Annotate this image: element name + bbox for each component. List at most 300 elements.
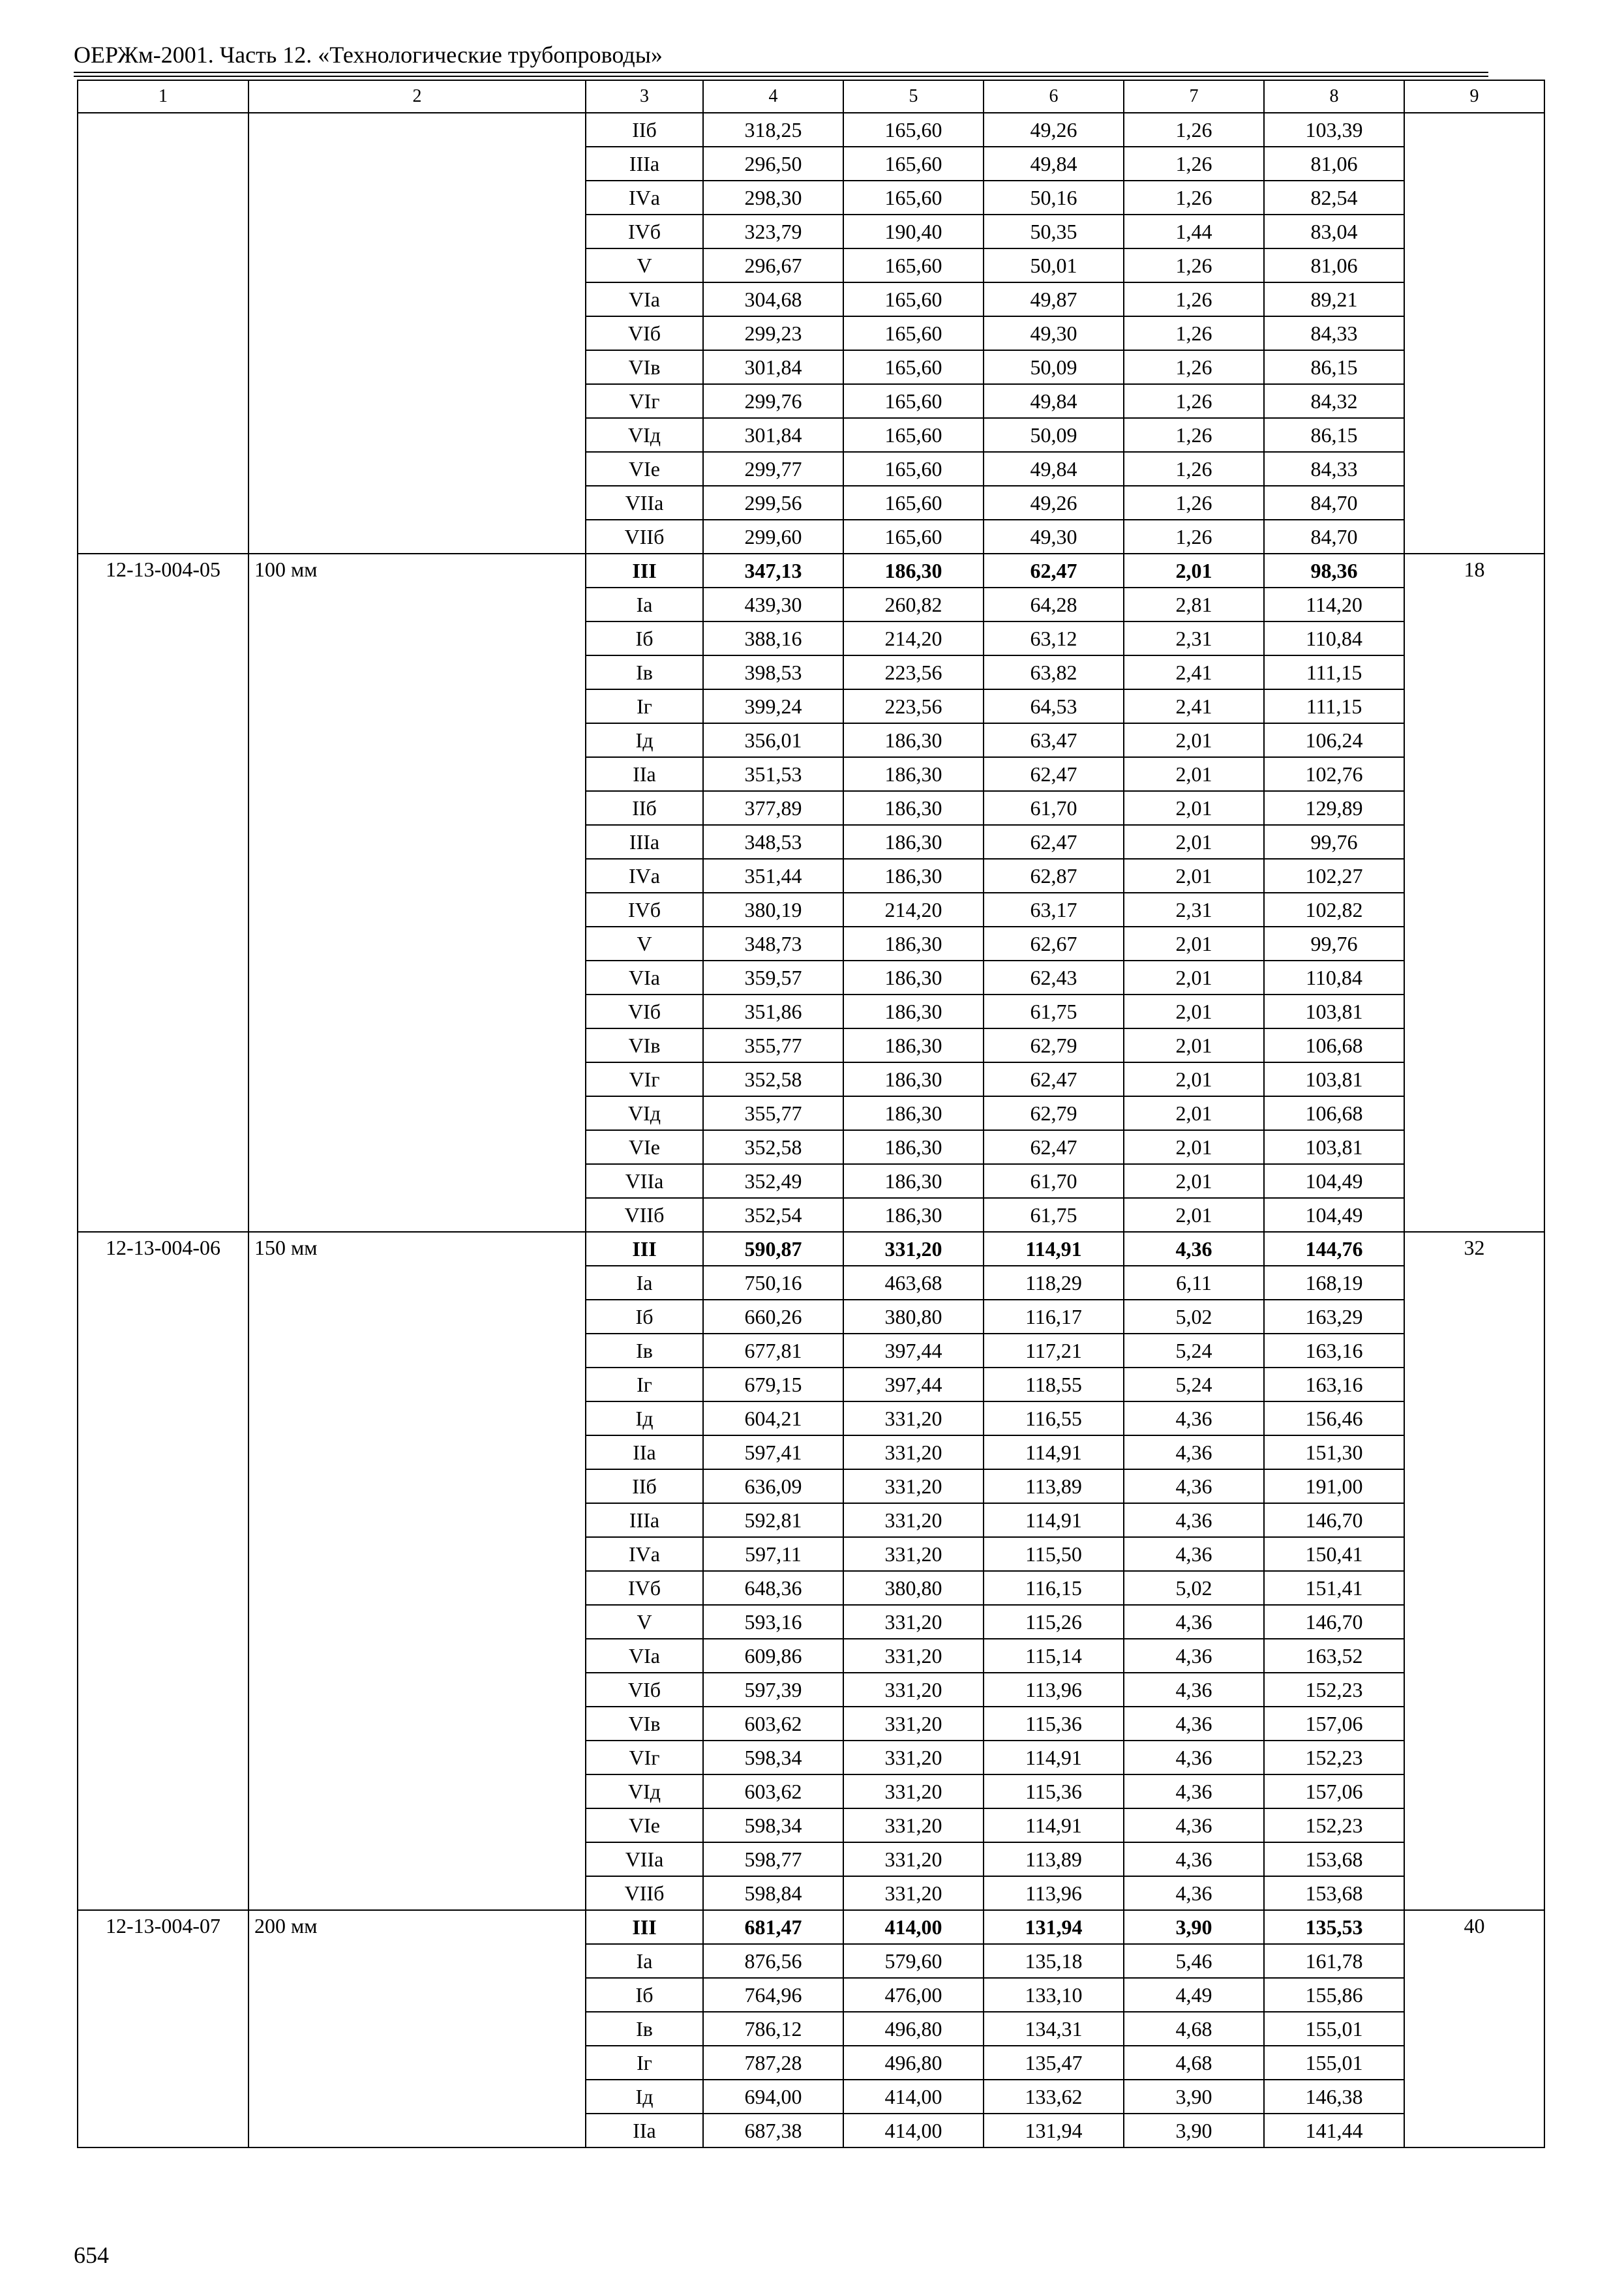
group-index-cell: VIIб xyxy=(586,520,703,554)
value-cell: 49,26 xyxy=(984,486,1124,520)
value-cell: 165,60 xyxy=(843,520,984,554)
value-cell: 2,41 xyxy=(1124,689,1264,723)
value-cell: 331,20 xyxy=(843,1639,984,1673)
value-cell: 186,30 xyxy=(843,961,984,995)
value-cell: 186,30 xyxy=(843,723,984,757)
value-cell: 348,53 xyxy=(703,825,843,859)
table-row xyxy=(78,113,1544,147)
value-cell: 84,33 xyxy=(1264,316,1404,350)
group-index-cell: Iг xyxy=(586,1368,703,1401)
value-cell: 4,68 xyxy=(1124,2046,1264,2080)
group-index-cell: III xyxy=(586,1232,703,1266)
value-cell: 114,91 xyxy=(984,1503,1124,1537)
value-cell: 687,38 xyxy=(703,2114,843,2147)
value-cell: 186,30 xyxy=(843,995,984,1028)
value-cell: 186,30 xyxy=(843,791,984,825)
value-cell: 2,31 xyxy=(1124,621,1264,655)
column-number: 7 xyxy=(1124,80,1264,113)
value-cell: 84,70 xyxy=(1264,520,1404,554)
value-cell: 331,20 xyxy=(843,1876,984,1910)
value-cell: 1,26 xyxy=(1124,520,1264,554)
value-cell: 155,86 xyxy=(1264,1978,1404,2012)
value-cell: 5,02 xyxy=(1124,1300,1264,1334)
value-cell: 129,89 xyxy=(1264,791,1404,825)
group-index-cell: IIIа xyxy=(586,147,703,181)
value-cell: 496,80 xyxy=(843,2046,984,2080)
group-index-cell: IIа xyxy=(586,1435,703,1469)
value-cell: 1,26 xyxy=(1124,418,1264,452)
value-cell: 186,30 xyxy=(843,927,984,961)
value-cell: 260,82 xyxy=(843,588,984,621)
value-cell: 82,54 xyxy=(1264,181,1404,215)
group-index-cell: IIIа xyxy=(586,1503,703,1537)
value-cell: 597,39 xyxy=(703,1673,843,1707)
value-cell: 3,90 xyxy=(1124,2080,1264,2114)
value-cell: 296,67 xyxy=(703,248,843,282)
value-cell: 1,26 xyxy=(1124,248,1264,282)
group-index-cell: VIа xyxy=(586,1639,703,1673)
value-cell: 399,24 xyxy=(703,689,843,723)
value-cell: 165,60 xyxy=(843,282,984,316)
value-cell: 110,84 xyxy=(1264,621,1404,655)
col9-cell: 18 xyxy=(1404,554,1544,1232)
value-cell: 2,01 xyxy=(1124,723,1264,757)
value-cell: 4,36 xyxy=(1124,1435,1264,1469)
value-cell: 114,91 xyxy=(984,1435,1124,1469)
value-cell: 118,29 xyxy=(984,1266,1124,1300)
value-cell: 2,81 xyxy=(1124,588,1264,621)
value-cell: 62,47 xyxy=(984,1130,1124,1164)
value-cell: 113,96 xyxy=(984,1673,1124,1707)
value-cell: 2,01 xyxy=(1124,1198,1264,1232)
value-cell: 49,30 xyxy=(984,520,1124,554)
value-cell: 118,55 xyxy=(984,1368,1124,1401)
value-cell: 1,26 xyxy=(1124,350,1264,384)
value-cell: 786,12 xyxy=(703,2012,843,2046)
value-cell: 377,89 xyxy=(703,791,843,825)
value-cell: 99,76 xyxy=(1264,927,1404,961)
value-cell: 2,01 xyxy=(1124,1130,1264,1164)
group-index-cell: IIб xyxy=(586,791,703,825)
value-cell: 598,77 xyxy=(703,1842,843,1876)
value-cell: 359,57 xyxy=(703,961,843,995)
value-cell: 331,20 xyxy=(843,1842,984,1876)
value-cell: 214,20 xyxy=(843,893,984,927)
group-index-cell: Iв xyxy=(586,655,703,689)
value-cell: 115,14 xyxy=(984,1639,1124,1673)
value-cell: 2,01 xyxy=(1124,825,1264,859)
value-cell: 49,84 xyxy=(984,147,1124,181)
value-cell: 352,54 xyxy=(703,1198,843,1232)
value-cell: 2,41 xyxy=(1124,655,1264,689)
value-cell: 62,79 xyxy=(984,1096,1124,1130)
value-cell: 84,32 xyxy=(1264,384,1404,418)
rates-table xyxy=(77,80,1545,2148)
value-cell: 356,01 xyxy=(703,723,843,757)
value-cell: 49,30 xyxy=(984,316,1124,350)
value-cell: 62,67 xyxy=(984,927,1124,961)
group-index-cell: IIIа xyxy=(586,825,703,859)
value-cell: 1,26 xyxy=(1124,316,1264,350)
value-cell: 63,17 xyxy=(984,893,1124,927)
value-cell: 49,26 xyxy=(984,113,1124,147)
col9-cell xyxy=(1404,113,1544,554)
table-row xyxy=(78,1910,1544,1944)
value-cell: 50,09 xyxy=(984,350,1124,384)
value-cell: 62,47 xyxy=(984,1062,1124,1096)
value-cell: 4,36 xyxy=(1124,1808,1264,1842)
value-cell: 63,12 xyxy=(984,621,1124,655)
value-cell: 598,34 xyxy=(703,1741,843,1774)
value-cell: 496,80 xyxy=(843,2012,984,2046)
rate-code-cell xyxy=(78,113,248,554)
value-cell: 111,15 xyxy=(1264,689,1404,723)
value-cell: 4,36 xyxy=(1124,1469,1264,1503)
value-cell: 135,53 xyxy=(1264,1910,1404,1944)
value-cell: 876,56 xyxy=(703,1944,843,1978)
value-cell: 2,01 xyxy=(1124,1028,1264,1062)
group-index-cell: V xyxy=(586,1605,703,1639)
value-cell: 151,41 xyxy=(1264,1571,1404,1605)
value-cell: 116,15 xyxy=(984,1571,1124,1605)
value-cell: 214,20 xyxy=(843,621,984,655)
value-cell: 99,76 xyxy=(1264,825,1404,859)
value-cell: 1,26 xyxy=(1124,452,1264,486)
value-cell: 331,20 xyxy=(843,1673,984,1707)
group-index-cell: IVа xyxy=(586,859,703,893)
value-cell: 98,36 xyxy=(1264,554,1404,588)
value-cell: 102,76 xyxy=(1264,757,1404,791)
value-cell: 609,86 xyxy=(703,1639,843,1673)
value-cell: 223,56 xyxy=(843,655,984,689)
value-cell: 186,30 xyxy=(843,1130,984,1164)
value-cell: 352,49 xyxy=(703,1164,843,1198)
value-cell: 388,16 xyxy=(703,621,843,655)
value-cell: 2,01 xyxy=(1124,927,1264,961)
value-cell: 155,01 xyxy=(1264,2046,1404,2080)
value-cell: 6,11 xyxy=(1124,1266,1264,1300)
value-cell: 5,24 xyxy=(1124,1368,1264,1401)
value-cell: 104,49 xyxy=(1264,1198,1404,1232)
value-cell: 4,49 xyxy=(1124,1978,1264,2012)
value-cell: 114,91 xyxy=(984,1808,1124,1842)
value-cell: 414,00 xyxy=(843,2114,984,2147)
value-cell: 355,77 xyxy=(703,1028,843,1062)
value-cell: 103,39 xyxy=(1264,113,1404,147)
column-number: 2 xyxy=(248,80,586,113)
value-cell: 165,60 xyxy=(843,248,984,282)
value-cell: 163,29 xyxy=(1264,1300,1404,1334)
group-index-cell: VIIб xyxy=(586,1198,703,1232)
value-cell: 110,84 xyxy=(1264,961,1404,995)
value-cell: 2,01 xyxy=(1124,1062,1264,1096)
value-cell: 103,81 xyxy=(1264,1130,1404,1164)
value-cell: 598,34 xyxy=(703,1808,843,1842)
value-cell: 414,00 xyxy=(843,1910,984,1944)
value-cell: 463,68 xyxy=(843,1266,984,1300)
group-index-cell: VIг xyxy=(586,1741,703,1774)
value-cell: 331,20 xyxy=(843,1469,984,1503)
value-cell: 111,15 xyxy=(1264,655,1404,689)
value-cell: 64,53 xyxy=(984,689,1124,723)
value-cell: 380,80 xyxy=(843,1300,984,1334)
group-index-cell: VIв xyxy=(586,1707,703,1741)
group-index-cell: VIа xyxy=(586,282,703,316)
value-cell: 186,30 xyxy=(843,1198,984,1232)
value-cell: 331,20 xyxy=(843,1707,984,1741)
value-cell: 61,75 xyxy=(984,1198,1124,1232)
value-cell: 146,38 xyxy=(1264,2080,1404,2114)
value-cell: 2,01 xyxy=(1124,1096,1264,1130)
value-cell: 323,79 xyxy=(703,215,843,248)
group-index-cell: VIIа xyxy=(586,1164,703,1198)
value-cell: 1,26 xyxy=(1124,113,1264,147)
value-cell: 144,76 xyxy=(1264,1232,1404,1266)
value-cell: 2,01 xyxy=(1124,961,1264,995)
value-cell: 348,73 xyxy=(703,927,843,961)
group-index-cell: Iд xyxy=(586,2080,703,2114)
value-cell: 604,21 xyxy=(703,1401,843,1435)
value-cell: 2,01 xyxy=(1124,995,1264,1028)
value-cell: 50,35 xyxy=(984,215,1124,248)
group-index-cell: VIв xyxy=(586,1028,703,1062)
value-cell: 114,91 xyxy=(984,1741,1124,1774)
group-index-cell: VIе xyxy=(586,1808,703,1842)
value-cell: 298,30 xyxy=(703,181,843,215)
value-cell: 4,36 xyxy=(1124,1639,1264,1673)
value-cell: 593,16 xyxy=(703,1605,843,1639)
group-index-cell: Iг xyxy=(586,2046,703,2080)
value-cell: 397,44 xyxy=(843,1368,984,1401)
value-cell: 223,56 xyxy=(843,689,984,723)
value-cell: 146,70 xyxy=(1264,1503,1404,1537)
value-cell: 414,00 xyxy=(843,2080,984,2114)
value-cell: 3,90 xyxy=(1124,1910,1264,1944)
value-cell: 165,60 xyxy=(843,452,984,486)
value-cell: 603,62 xyxy=(703,1707,843,1741)
value-cell: 2,01 xyxy=(1124,791,1264,825)
rate-code-cell: 12-13-004-07 xyxy=(78,1910,248,2147)
group-index-cell: VIIа xyxy=(586,486,703,520)
value-cell: 299,56 xyxy=(703,486,843,520)
group-index-cell: Iб xyxy=(586,1300,703,1334)
col9-cell: 32 xyxy=(1404,1232,1544,1910)
value-cell: 115,36 xyxy=(984,1707,1124,1741)
group-index-cell: Iа xyxy=(586,588,703,621)
value-cell: 677,81 xyxy=(703,1334,843,1368)
value-cell: 352,58 xyxy=(703,1062,843,1096)
value-cell: 133,62 xyxy=(984,2080,1124,2114)
value-cell: 165,60 xyxy=(843,384,984,418)
value-cell: 331,20 xyxy=(843,1503,984,1537)
group-index-cell: IIа xyxy=(586,757,703,791)
value-cell: 1,44 xyxy=(1124,215,1264,248)
value-cell: 104,49 xyxy=(1264,1164,1404,1198)
value-cell: 331,20 xyxy=(843,1401,984,1435)
value-cell: 114,20 xyxy=(1264,588,1404,621)
column-number: 9 xyxy=(1404,80,1544,113)
value-cell: 102,82 xyxy=(1264,893,1404,927)
value-cell: 62,43 xyxy=(984,961,1124,995)
group-index-cell: IVа xyxy=(586,1537,703,1571)
value-cell: 106,24 xyxy=(1264,723,1404,757)
value-cell: 186,30 xyxy=(843,1062,984,1096)
value-cell: 476,00 xyxy=(843,1978,984,2012)
group-index-cell: IVб xyxy=(586,1571,703,1605)
value-cell: 63,47 xyxy=(984,723,1124,757)
value-cell: 331,20 xyxy=(843,1774,984,1808)
group-index-cell: Iд xyxy=(586,723,703,757)
value-cell: 134,31 xyxy=(984,2012,1124,2046)
value-cell: 694,00 xyxy=(703,2080,843,2114)
value-cell: 2,01 xyxy=(1124,859,1264,893)
value-cell: 2,01 xyxy=(1124,554,1264,588)
group-index-cell: Iв xyxy=(586,1334,703,1368)
value-cell: 186,30 xyxy=(843,554,984,588)
value-cell: 102,27 xyxy=(1264,859,1404,893)
value-cell: 4,36 xyxy=(1124,1707,1264,1741)
value-cell: 648,36 xyxy=(703,1571,843,1605)
group-index-cell: Iв xyxy=(586,2012,703,2046)
value-cell: 131,94 xyxy=(984,1910,1124,1944)
value-cell: 152,23 xyxy=(1264,1808,1404,1842)
value-cell: 351,53 xyxy=(703,757,843,791)
value-cell: 190,40 xyxy=(843,215,984,248)
value-cell: 331,20 xyxy=(843,1741,984,1774)
value-cell: 597,11 xyxy=(703,1537,843,1571)
value-cell: 49,84 xyxy=(984,452,1124,486)
group-index-cell: VIд xyxy=(586,418,703,452)
value-cell: 5,24 xyxy=(1124,1334,1264,1368)
value-cell: 351,86 xyxy=(703,995,843,1028)
value-cell: 2,01 xyxy=(1124,1164,1264,1198)
value-cell: 5,02 xyxy=(1124,1571,1264,1605)
value-cell: 61,75 xyxy=(984,995,1124,1028)
page-header-title: ОЕРЖм-2001. Часть 12. «Технологические трубопроводы» xyxy=(74,42,663,68)
value-cell: 191,00 xyxy=(1264,1469,1404,1503)
table-row xyxy=(78,554,1544,588)
value-cell: 380,19 xyxy=(703,893,843,927)
column-number: 5 xyxy=(843,80,984,113)
group-index-cell: Iа xyxy=(586,1266,703,1300)
value-cell: 116,55 xyxy=(984,1401,1124,1435)
value-cell: 49,84 xyxy=(984,384,1124,418)
value-cell: 299,76 xyxy=(703,384,843,418)
value-cell: 679,15 xyxy=(703,1368,843,1401)
value-cell: 1,26 xyxy=(1124,282,1264,316)
value-cell: 165,60 xyxy=(843,113,984,147)
group-index-cell: VIа xyxy=(586,961,703,995)
column-number: 8 xyxy=(1264,80,1404,113)
value-cell: 380,80 xyxy=(843,1571,984,1605)
value-cell: 157,06 xyxy=(1264,1774,1404,1808)
value-cell: 787,28 xyxy=(703,2046,843,2080)
value-cell: 165,60 xyxy=(843,181,984,215)
value-cell: 1,26 xyxy=(1124,147,1264,181)
value-cell: 114,91 xyxy=(984,1232,1124,1266)
value-cell: 131,94 xyxy=(984,2114,1124,2147)
group-index-cell: Iб xyxy=(586,621,703,655)
value-cell: 299,60 xyxy=(703,520,843,554)
value-cell: 579,60 xyxy=(843,1944,984,1978)
value-cell: 165,60 xyxy=(843,316,984,350)
value-cell: 299,77 xyxy=(703,452,843,486)
value-cell: 156,46 xyxy=(1264,1401,1404,1435)
value-cell: 163,52 xyxy=(1264,1639,1404,1673)
rates-table-body xyxy=(78,80,1544,2147)
value-cell: 64,28 xyxy=(984,588,1124,621)
header-rule-double xyxy=(74,76,1488,77)
value-cell: 4,36 xyxy=(1124,1401,1264,1435)
value-cell: 163,16 xyxy=(1264,1368,1404,1401)
value-cell: 165,60 xyxy=(843,147,984,181)
group-index-cell: IIа xyxy=(586,2114,703,2147)
pipe-diameter-cell xyxy=(248,113,586,554)
value-cell: 81,06 xyxy=(1264,147,1404,181)
value-cell: 750,16 xyxy=(703,1266,843,1300)
value-cell: 61,70 xyxy=(984,791,1124,825)
value-cell: 4,36 xyxy=(1124,1842,1264,1876)
value-cell: 106,68 xyxy=(1264,1028,1404,1062)
value-cell: 592,81 xyxy=(703,1503,843,1537)
value-cell: 331,20 xyxy=(843,1605,984,1639)
value-cell: 63,82 xyxy=(984,655,1124,689)
value-cell: 81,06 xyxy=(1264,248,1404,282)
rate-code-cell: 12-13-004-05 xyxy=(78,554,248,1232)
group-index-cell: III xyxy=(586,1910,703,1944)
pipe-diameter-cell: 150 мм xyxy=(248,1232,586,1910)
value-cell: 133,10 xyxy=(984,1978,1124,2012)
value-cell: 603,62 xyxy=(703,1774,843,1808)
group-index-cell: Iб xyxy=(586,1978,703,2012)
value-cell: 597,41 xyxy=(703,1435,843,1469)
value-cell: 331,20 xyxy=(843,1232,984,1266)
group-index-cell: VIе xyxy=(586,1130,703,1164)
group-index-cell: IIб xyxy=(586,113,703,147)
rate-code-cell: 12-13-004-06 xyxy=(78,1232,248,1910)
column-number: 4 xyxy=(703,80,843,113)
value-cell: 4,36 xyxy=(1124,1537,1264,1571)
value-cell: 355,77 xyxy=(703,1096,843,1130)
value-cell: 1,26 xyxy=(1124,486,1264,520)
value-cell: 152,23 xyxy=(1264,1741,1404,1774)
value-cell: 153,68 xyxy=(1264,1876,1404,1910)
value-cell: 1,26 xyxy=(1124,181,1264,215)
table-row xyxy=(78,1232,1544,1266)
value-cell: 299,23 xyxy=(703,316,843,350)
value-cell: 115,36 xyxy=(984,1774,1124,1808)
value-cell: 4,68 xyxy=(1124,2012,1264,2046)
value-cell: 165,60 xyxy=(843,486,984,520)
value-cell: 135,47 xyxy=(984,2046,1124,2080)
value-cell: 5,46 xyxy=(1124,1944,1264,1978)
value-cell: 135,18 xyxy=(984,1944,1124,1978)
pipe-diameter-cell: 100 мм xyxy=(248,554,586,1232)
value-cell: 2,01 xyxy=(1124,757,1264,791)
value-cell: 157,06 xyxy=(1264,1707,1404,1741)
value-cell: 153,68 xyxy=(1264,1842,1404,1876)
value-cell: 61,70 xyxy=(984,1164,1124,1198)
value-cell: 4,36 xyxy=(1124,1774,1264,1808)
value-cell: 113,89 xyxy=(984,1469,1124,1503)
value-cell: 115,50 xyxy=(984,1537,1124,1571)
value-cell: 50,01 xyxy=(984,248,1124,282)
value-cell: 2,31 xyxy=(1124,893,1264,927)
value-cell: 4,36 xyxy=(1124,1232,1264,1266)
value-cell: 186,30 xyxy=(843,825,984,859)
value-cell: 3,90 xyxy=(1124,2114,1264,2147)
value-cell: 113,89 xyxy=(984,1842,1124,1876)
